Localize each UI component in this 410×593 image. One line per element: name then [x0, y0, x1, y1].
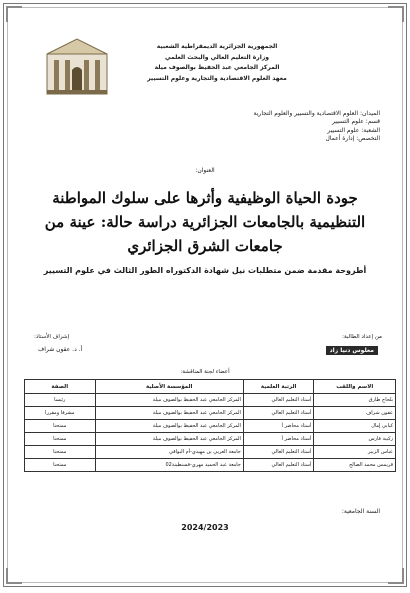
specialty-line: التخصص: إدارة أعمال — [325, 135, 380, 143]
republic-name: الجمهورية الجزائرية الديمقراطية الشعبية — [156, 43, 278, 50]
member-rank: أستاذ التعليم العالي — [243, 394, 313, 407]
member-name: كبابي إمال — [314, 420, 396, 433]
university-name: المركز الجامعي عبد الحفيظ بوالصوف ميلة — [154, 64, 280, 71]
title-label: العنوان: — [195, 167, 215, 174]
member-institution: المركز الجامعي عبد الحفيظ بوالصوف ميلة — [95, 433, 243, 446]
frame-corner — [6, 568, 22, 584]
member-rank: أستاذ التعليم العالي — [243, 446, 313, 459]
prepared-by-label: من إعداد الطالبة: — [342, 334, 382, 340]
member-role: ممتحنا — [25, 459, 96, 472]
member-role: رئيسا — [25, 394, 96, 407]
table-row — [25, 459, 396, 472]
field-line: الميدان: العلوم الاقتصادية والتسيير والعلوم التجارية — [253, 110, 380, 117]
member-name: بلحاج طارق — [314, 394, 396, 407]
col-name: الاسم واللقب — [314, 380, 396, 394]
university-logo — [44, 36, 110, 98]
academic-year: 2024/2023 — [181, 523, 229, 532]
member-rank: أستاذ محاضر أ — [243, 420, 313, 433]
member-name: عباس الزبير — [314, 446, 396, 459]
table-row — [25, 446, 396, 459]
title-page — [3, 3, 407, 587]
ministry-name: وزارة التعليم العالي والبحث العلمي — [164, 53, 269, 61]
member-institution: المركز الجامعي عبد الحفيظ بوالصوف ميلة — [95, 420, 243, 433]
member-name: عقون شراف — [314, 407, 396, 420]
member-institution: جامعة عبد الحميد مهري-قسنطينة02 — [95, 459, 243, 472]
thesis-title: جودة الحياة الوظيفية وأثرها على سلوك المواطنة التنظيمية بالجامعات الجزائرية دراسة حالة: عينة من جامعات الشرق الجزائري — [44, 189, 366, 255]
branch-line: الشعبة: علوم التسيير — [327, 126, 380, 134]
member-institution: المركز الجامعي عبد الحفيظ بوالصوف ميلة — [95, 394, 243, 407]
member-name: قريمس محمد الصالح — [314, 459, 396, 472]
table-row — [25, 420, 396, 433]
institution-header — [122, 42, 312, 84]
member-role: ممتحنا — [25, 420, 96, 433]
col-role: الصفة — [25, 380, 96, 394]
supervisor-name: أ. د. عقون شراف — [38, 346, 83, 353]
table-row — [25, 433, 396, 446]
jury-table-header — [25, 380, 396, 394]
col-rank: الرتبة العلمية — [243, 380, 313, 394]
student-name — [326, 346, 378, 355]
frame-corner — [6, 6, 22, 22]
committee-label: أعضاء لجنة المناقشة: — [180, 369, 230, 375]
thesis-subtitle: أطروحة مقدمة ضمن متطلبات نيل شهادة الدكتوراه الطور الثالث في علوم التسيير — [43, 266, 367, 275]
institute-name: معهد العلوم الاقتصادية والتجارية وعلوم التسيير — [147, 74, 287, 82]
jury-table — [24, 379, 396, 472]
student-name-part1: معلوس دنيا — [340, 347, 374, 354]
table-row — [25, 394, 396, 407]
member-rank: أستاذ التعليم العالي — [243, 407, 313, 420]
member-role: مشرفا ومقررا — [25, 407, 96, 420]
member-rank: أستاذ محاضر أ — [243, 433, 313, 446]
program-info — [40, 110, 380, 144]
member-rank: أستاذ التعليم العالي — [243, 459, 313, 472]
member-role: ممتحنا — [25, 433, 96, 446]
member-institution: المركز الجامعي عبد الحفيظ بوالصوف ميلة — [95, 407, 243, 420]
member-role: ممتحنا — [25, 446, 96, 459]
department-line: قسم: علوم التسيير — [331, 118, 380, 126]
member-institution: جامعة العربي بن مهيدي-أم البواقي — [95, 446, 243, 459]
supervisor-label: إشراف الأستاذ: — [34, 334, 70, 340]
student-name-part2: زاد — [329, 347, 339, 354]
academic-year-label: السنة الجامعية: — [341, 508, 380, 515]
col-institution: المؤسسة الأصلية — [95, 380, 243, 394]
frame-corner — [388, 6, 404, 22]
table-row — [25, 407, 396, 420]
member-name: زكيبة فارس — [314, 433, 396, 446]
frame-corner — [388, 568, 404, 584]
